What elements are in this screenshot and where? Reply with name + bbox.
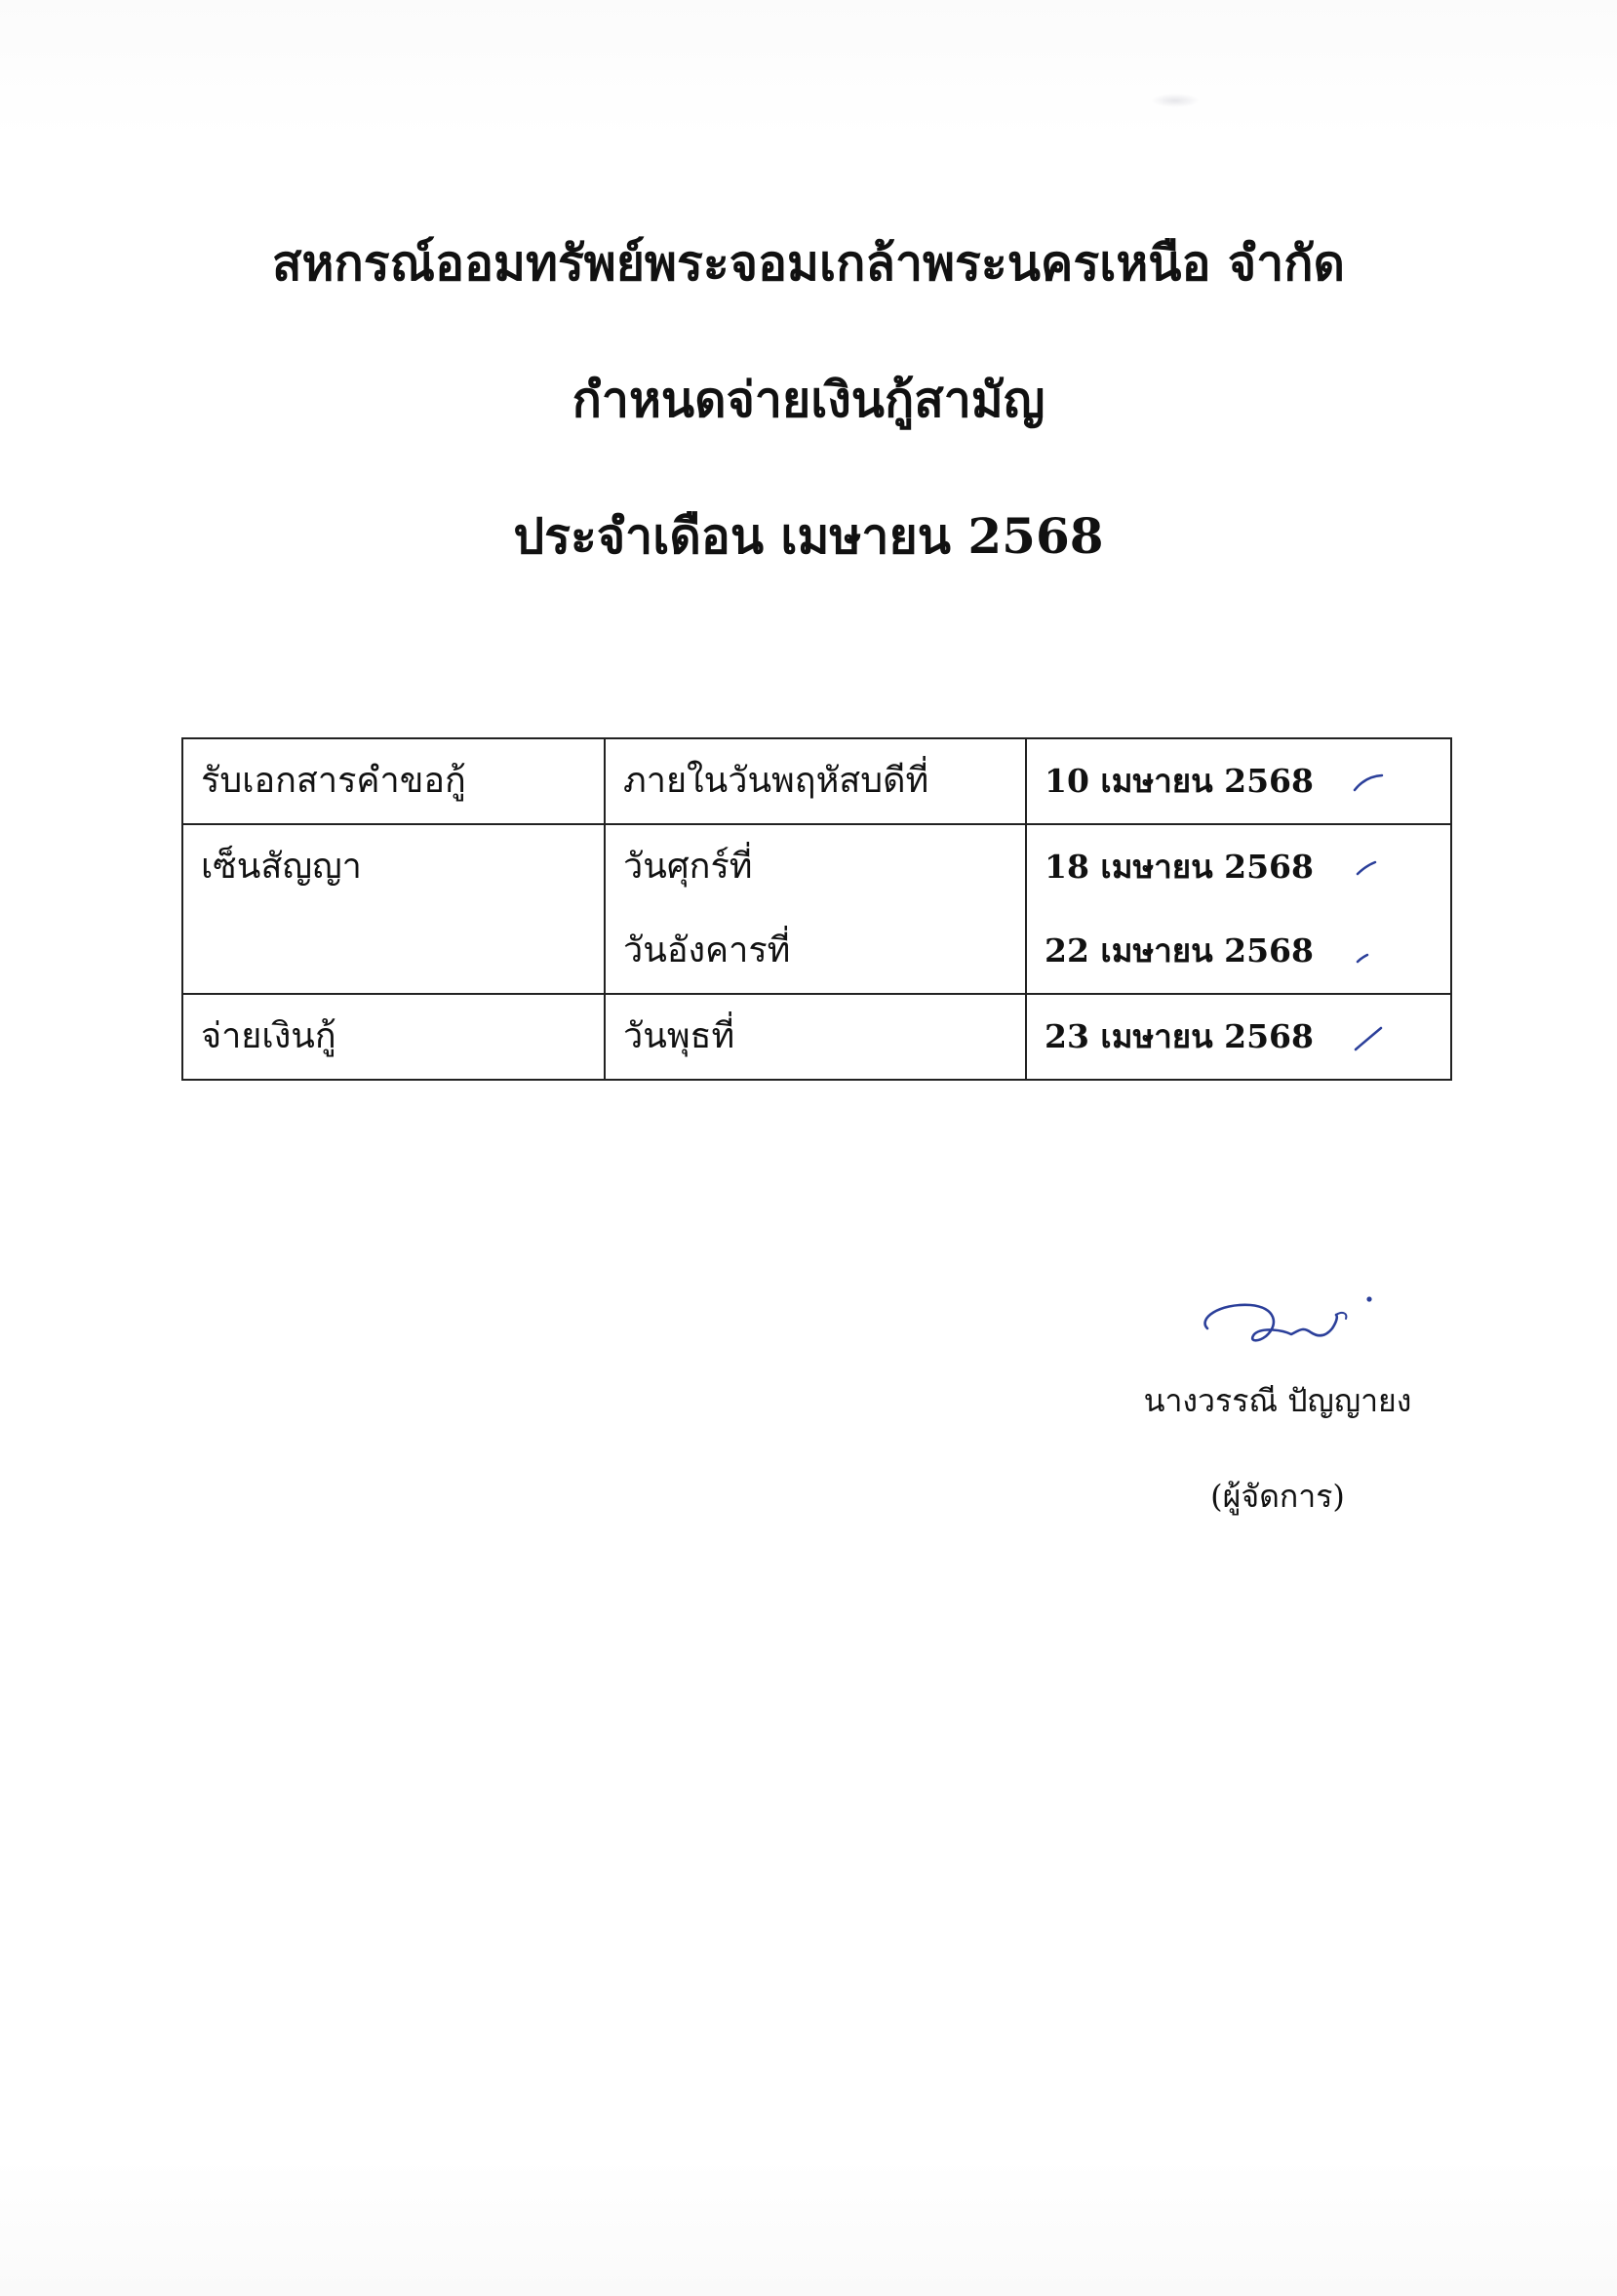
pen-check-mark-icon xyxy=(1352,1024,1385,1053)
date-cell xyxy=(1026,738,1451,824)
pen-check-mark-icon xyxy=(1352,940,1385,966)
day-cell xyxy=(605,824,1026,994)
activity-label: จ่ายเงินกู้ xyxy=(201,1016,336,1056)
date-value: 23 เมษายน 2568 xyxy=(1045,1017,1314,1055)
activity-label: รับเอกสารคำขอกู้ xyxy=(201,761,466,801)
pen-check-mark-icon xyxy=(1352,771,1385,796)
day-label: วันศุกร์ที่ xyxy=(623,847,753,887)
handwritten-signature xyxy=(1190,1286,1404,1364)
loan-schedule-table xyxy=(181,737,1452,1081)
date-line xyxy=(1045,825,1433,909)
document-subtitle: กำหนดจ่ายเงินกู้สามัญ xyxy=(572,371,1045,428)
date-line xyxy=(1045,739,1433,823)
date-cell xyxy=(1026,994,1451,1080)
signatory-name: นางวรรณี ปัญญายง xyxy=(1143,1382,1412,1419)
activity-cell xyxy=(182,994,605,1080)
table-row xyxy=(182,994,1451,1080)
activity-cell xyxy=(182,738,605,824)
day-cell xyxy=(605,994,1026,1080)
date-value: 10 เมษายน 2568 xyxy=(1045,762,1314,800)
activity-label: เซ็นสัญญา xyxy=(201,847,362,887)
day-cell xyxy=(605,738,1026,824)
table-row xyxy=(182,824,1451,994)
date-line xyxy=(1045,909,1433,993)
day-label: ภายในวันพฤหัสบดีที่ xyxy=(623,761,929,801)
date-line xyxy=(1045,995,1433,1079)
organization-title: สหกรณ์ออมทรัพย์พระจอมเกล้าพระนครเหนือ จำกัด xyxy=(271,234,1346,292)
day-label: วันพุธที่ xyxy=(623,1016,735,1056)
date-value: 22 เมษายน 2568 xyxy=(1045,931,1314,970)
day-label: วันอังคารที่ xyxy=(623,930,791,970)
date-value: 18 เมษายน 2568 xyxy=(1045,848,1314,886)
activity-cell xyxy=(182,824,605,994)
table-row xyxy=(182,738,1451,824)
scan-smudge xyxy=(1151,94,1200,107)
signatory-role: (ผู้จัดการ) xyxy=(1210,1478,1345,1515)
date-cell xyxy=(1026,824,1451,994)
pen-check-mark-icon xyxy=(1352,856,1385,882)
document-period: ประจำเดือน เมษายน 2568 xyxy=(513,507,1104,565)
